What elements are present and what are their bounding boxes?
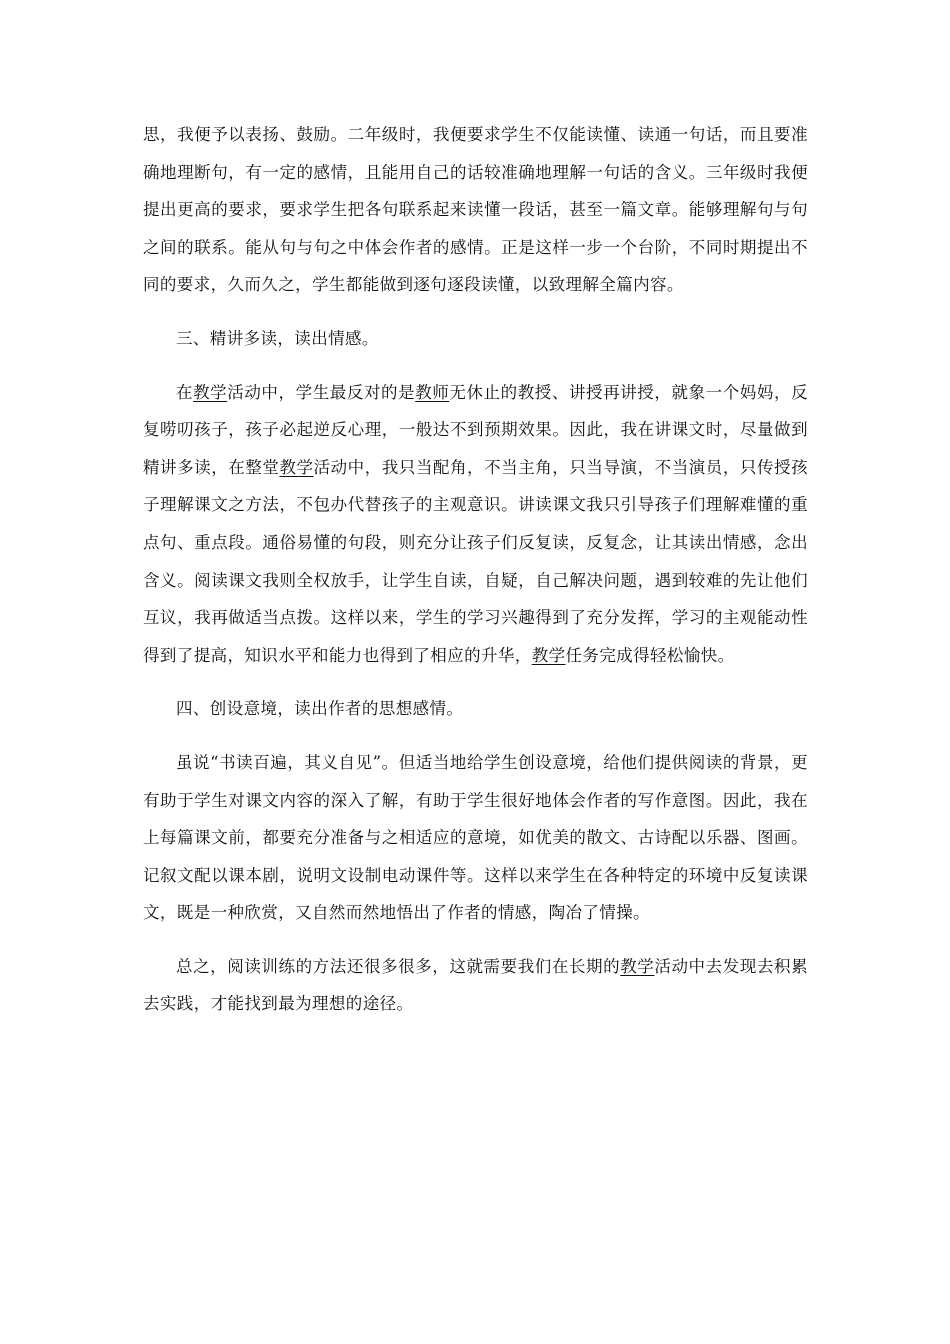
paragraph-section-4 bbox=[143, 744, 808, 932]
paragraph-continuation bbox=[143, 116, 808, 304]
keyword-link[interactable]: 教学 bbox=[531, 645, 566, 665]
text-run: 在 bbox=[176, 382, 194, 402]
keyword-link[interactable]: 教学 bbox=[193, 382, 228, 402]
text-run: 思，我便予以表扬、鼓励。二年级时，我便要求学生不仅能读懂、读通一句话，而且要准确地理断句，有一定的感情，且能用自己的话较准确地理解一句话的含义。三年级时我便提出更高的要求，要求学生把各句联系起来读懂一段话，甚至一篇文章。能够理解句与句之间的联系。能从句与句之中体会作者的感情。正是这样一步一个台阶，不同时期提出不同的要求，久而久之，学生都能做到逐句逐段读懂，以致理解全篇内容。 bbox=[143, 125, 808, 295]
keyword-link[interactable]: 教学 bbox=[620, 956, 655, 976]
document-page bbox=[143, 116, 808, 1023]
text-run: 活动中，学生最反对的是 bbox=[227, 382, 416, 402]
paragraph-section-3 bbox=[143, 374, 808, 675]
text-run: 三、精讲多读，读出情感。 bbox=[176, 328, 379, 348]
keyword-link[interactable]: 教学 bbox=[279, 457, 314, 477]
text-run: 虽说“书读百遍，其义自见”。但适当地给学生创设意境，给他们提供阅读的背景，更有助于学生对课文内容的深入了解，有助于学生很好地体会作者的写作意图。因此，我在上每篇课文前，都要充分准备与之相适应的意境，如优美的散文、古诗配以乐器、图画。记叙文配以课本剧，说明文设制电动课件等。这样以来学生在各种特定的环境中反复读课文，既是一种欣赏，又自然而然地悟出了作者的情感，陶冶了情操。 bbox=[143, 752, 808, 923]
text-run: 任务完成得轻松愉快。 bbox=[565, 645, 735, 665]
text-run: 无休止的教授、讲授再讲授，就象一个妈妈，反复唠叨孩子，孩子必起逆反心理，一般达不到预期效果。因此，我在讲课文时，尽量做到精讲多读，在整堂 bbox=[143, 382, 808, 477]
section-heading-4 bbox=[143, 690, 808, 728]
text-run: 活动中去发现去积累去实践，才能找到最为理想的途径。 bbox=[143, 956, 808, 1014]
section-heading-3 bbox=[143, 320, 808, 358]
keyword-link[interactable]: 教师 bbox=[415, 382, 450, 402]
text-run: 总之，阅读训练的方法还很多很多，这就需要我们在长期的 bbox=[176, 956, 621, 976]
text-run: 活动中，我只当配角，不当主角，只当导演，不当演员，只传授孩子理解课文之方法，不包办代替孩子的主观意识。讲读课文我只引导孩子们理解难懂的重点句、重点段。通俗易懂的句段，则充分让孩子们反复读，反复念，让其读出情感，念出含义。阅读课文我则全权放手，让学生自读，自疑，自己解决问题，遇到较难的先让他们互议，我再做适当点拨。这样以来，学生的学习兴趣得到了充分发挥，学习的主观能动性得到了提高，知识水平和能力也得到了相应的升华， bbox=[143, 457, 808, 665]
text-run: 四、创设意境，读出作者的思想感情。 bbox=[176, 699, 464, 719]
paragraph-conclusion bbox=[143, 948, 808, 1023]
